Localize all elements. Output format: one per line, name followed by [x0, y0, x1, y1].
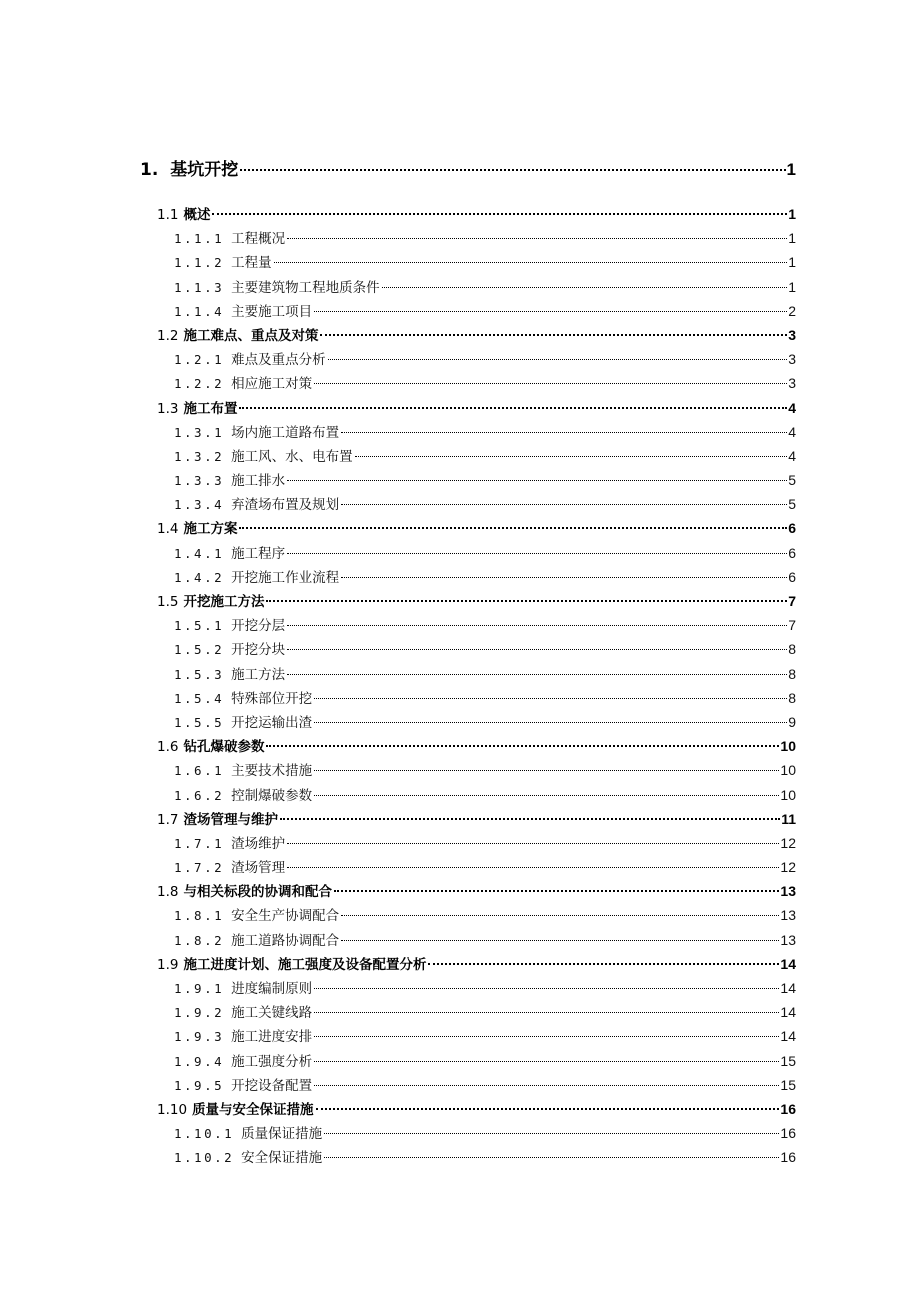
dot-leader [428, 963, 779, 965]
toc-entry-number: 1.1.4 [174, 303, 225, 319]
toc-entry-number: 1.4.1 [174, 545, 225, 561]
toc-entry-level-3[interactable] [0, 711, 920, 735]
dot-leader [341, 504, 787, 505]
table-of-contents [0, 155, 920, 1171]
toc-entry-level-3[interactable] [0, 493, 920, 517]
toc-entry-title: 开挖施工方法 [183, 594, 265, 610]
toc-entry-level-3[interactable] [0, 300, 920, 324]
dot-leader [324, 1133, 779, 1134]
toc-entry-level-3[interactable] [0, 469, 920, 493]
toc-entry-title: 弃渣场布置及规划 [231, 497, 340, 514]
toc-entry-title: 施工关键线路 [231, 1005, 313, 1022]
toc-entry-page-number: 13 [780, 907, 796, 924]
toc-entry-page-number: 9 [788, 713, 796, 730]
toc-entry-number: 1.5 [157, 594, 179, 610]
toc-entry-page-number: 8 [788, 641, 796, 658]
dot-leader [287, 649, 787, 650]
toc-entry-number: 1.6.2 [174, 787, 225, 803]
toc-entry-title: 概述 [183, 207, 211, 223]
toc-entry-number: 1.9.3 [174, 1029, 225, 1045]
toc-entry-page-number: 1 [788, 278, 796, 295]
toc-entry-page-number: 1 [786, 160, 796, 179]
dot-leader [314, 795, 779, 796]
dot-leader [266, 600, 787, 602]
toc-entry-number: 1.8 [157, 884, 179, 901]
toc-entry-number: 1.9.1 [174, 981, 225, 996]
toc-entry-page-number: 4 [788, 447, 796, 464]
toc-entry-title: 施工强度分析 [231, 1053, 313, 1070]
toc-entry-number: 1.4 [157, 521, 179, 538]
toc-entry-level-2[interactable] [0, 203, 920, 227]
toc-entry-page-number: 16 [780, 1149, 796, 1166]
toc-entry-level-2[interactable] [0, 324, 920, 348]
toc-entry-number: 1.9 [157, 956, 179, 973]
toc-entry-level-3[interactable] [0, 251, 920, 275]
toc-entry-level-3[interactable] [0, 663, 920, 687]
toc-entry-page-number: 10 [780, 762, 796, 779]
toc-entry-level-3[interactable] [0, 638, 920, 662]
dot-leader [240, 169, 785, 171]
toc-entry-title: 施工方案 [183, 521, 238, 538]
toc-entry-number: 1.2.1 [174, 352, 225, 368]
dot-leader [239, 527, 787, 529]
toc-entry-level-3[interactable] [0, 904, 920, 928]
toc-entry-page-number: 13 [780, 883, 796, 900]
toc-entry-title: 钻孔爆破参数 [183, 739, 265, 756]
toc-entry-title: 施工道路协调配合 [231, 932, 340, 949]
dot-leader [320, 334, 787, 336]
toc-entry-page-number: 3 [788, 326, 796, 343]
dot-leader [341, 432, 787, 433]
dot-leader [280, 818, 780, 820]
toc-entry-title: 工程概况 [231, 231, 286, 248]
dot-leader [314, 1061, 779, 1062]
dot-leader [355, 456, 788, 457]
toc-entry-title: 开挖分层 [231, 618, 286, 635]
toc-entry-number: 1.6.1 [174, 763, 225, 779]
toc-entry-level-2[interactable] [0, 1098, 920, 1122]
toc-entry-level-3[interactable] [0, 421, 920, 445]
dot-leader [274, 262, 788, 263]
toc-entry-page-number: 4 [788, 423, 796, 440]
dot-leader [314, 698, 787, 699]
toc-entry-number: 1.1 [157, 207, 179, 223]
toc-entry-number: 1.5.3 [174, 666, 225, 682]
toc-entry-number: 1.8.2 [174, 932, 225, 948]
toc-entry-page-number: 15 [780, 1076, 796, 1093]
dot-leader [287, 238, 787, 239]
dot-leader [287, 867, 779, 868]
toc-entry-title: 安全保证措施 [241, 1150, 323, 1167]
toc-entry-level-3[interactable] [0, 687, 920, 711]
dot-leader [287, 553, 787, 554]
toc-entry-title: 质量保证措施 [241, 1126, 323, 1143]
toc-entry-level-2[interactable] [0, 590, 920, 614]
toc-entry-page-number: 1 [788, 230, 796, 247]
toc-entry-title: 渣场维护 [231, 835, 286, 852]
toc-entry-level-2[interactable] [0, 808, 920, 832]
toc-entry-title: 施工布置 [183, 400, 238, 417]
toc-entry-level-3[interactable] [0, 276, 920, 300]
toc-entry-level-3[interactable] [0, 445, 920, 469]
toc-entry-page-number: 14 [780, 1028, 796, 1045]
toc-entry-title: 渣场管理 [231, 860, 286, 877]
dot-leader [266, 745, 779, 747]
toc-entry-title: 渣场管理与维护 [183, 811, 278, 828]
toc-entry-number: 1.3.4 [174, 497, 225, 513]
toc-entry-number: 1. [140, 160, 159, 180]
toc-entry-level-3[interactable] [0, 784, 920, 808]
toc-entry-title: 施工风、水、电布置 [231, 448, 353, 465]
toc-entry-title: 开挖设备配置 [231, 1077, 313, 1094]
toc-entry-page-number: 7 [788, 617, 796, 634]
dot-leader [287, 843, 779, 844]
toc-entry-title: 基坑开挖 [170, 160, 239, 180]
toc-entry-page-number: 3 [788, 351, 796, 368]
toc-entry-level-3[interactable] [0, 372, 920, 396]
toc-entry-number: 1.7 [157, 811, 179, 828]
toc-entry-level-3[interactable] [0, 227, 920, 251]
toc-entry-number: 1.1.1 [174, 231, 225, 247]
dot-leader [212, 213, 787, 215]
toc-entry-title: 施工排水 [231, 473, 286, 490]
dot-leader [239, 407, 787, 409]
toc-entry-page-number: 14 [780, 980, 796, 996]
toc-entry-title: 施工程序 [231, 545, 286, 562]
toc-entry-page-number: 10 [780, 738, 796, 755]
toc-entry-title: 主要建筑物工程地质条件 [231, 279, 380, 296]
toc-entry-title: 相应施工对策 [231, 376, 313, 393]
dot-leader [314, 722, 787, 723]
toc-entry-level-1[interactable] [0, 155, 920, 181]
toc-entry-page-number: 6 [788, 520, 796, 537]
dot-leader [314, 770, 779, 771]
toc-entry-level-3[interactable] [0, 856, 920, 880]
toc-entry-page-number: 1 [788, 206, 796, 222]
toc-entry-level-2[interactable] [0, 397, 920, 421]
toc-entry-page-number: 15 [780, 1052, 796, 1069]
toc-entry-page-number: 13 [780, 931, 796, 948]
dot-leader [334, 890, 779, 892]
toc-entry-level-3[interactable] [0, 1050, 920, 1074]
dot-leader [324, 1157, 779, 1158]
toc-entry-number: 1.5.5 [174, 714, 225, 730]
toc-entry-number: 1.5.1 [174, 618, 225, 634]
toc-entry-level-2[interactable] [0, 735, 920, 759]
toc-entry-number: 1.2.2 [174, 376, 225, 392]
toc-entry-level-3[interactable] [0, 348, 920, 372]
dot-leader [314, 383, 787, 384]
toc-entry-level-3[interactable] [0, 566, 920, 590]
toc-entry-number: 1.10 [157, 1101, 188, 1118]
toc-entry-level-2[interactable] [0, 953, 920, 977]
dot-leader [314, 1012, 779, 1013]
dot-leader [287, 674, 787, 675]
toc-entry-page-number: 14 [780, 955, 796, 972]
dot-leader [287, 480, 787, 481]
toc-entry-page-number: 7 [788, 593, 796, 609]
toc-entry-level-3[interactable] [0, 832, 920, 856]
toc-entry-page-number: 2 [788, 302, 796, 319]
toc-entry-number: 1.3.3 [174, 473, 225, 489]
toc-entry-number: 1.9.5 [174, 1077, 225, 1093]
toc-entry-title: 工程量 [231, 255, 272, 272]
toc-entry-level-2[interactable] [0, 517, 920, 541]
toc-entry-page-number: 5 [788, 496, 796, 513]
dot-leader [314, 1036, 779, 1037]
toc-entry-number: 1.5.4 [174, 690, 225, 706]
toc-entry-level-3[interactable] [0, 929, 920, 953]
toc-entry-page-number: 12 [780, 859, 796, 876]
toc-entry-number: 1.1.3 [174, 279, 225, 295]
toc-entry-title: 场内施工道路布置 [231, 424, 340, 441]
toc-entry-title: 进度编制原则 [231, 981, 313, 997]
dot-leader [341, 577, 787, 578]
toc-entry-title: 与相关标段的协调和配合 [183, 884, 332, 901]
toc-entry-number: 1.7.2 [174, 860, 225, 876]
toc-entry-level-3[interactable] [0, 614, 920, 638]
toc-entry-page-number: 16 [780, 1100, 796, 1117]
toc-entry-title: 施工方法 [231, 666, 286, 683]
toc-entry-page-number: 8 [788, 665, 796, 682]
toc-entry-level-3[interactable] [0, 977, 920, 1001]
toc-entry-page-number: 5 [788, 472, 796, 489]
toc-entry-title: 主要施工项目 [231, 303, 313, 320]
toc-entry-number: 1.5.2 [174, 642, 225, 658]
toc-entry-title: 开挖分块 [231, 642, 286, 659]
dot-leader [341, 940, 779, 941]
toc-entry-title: 施工进度安排 [231, 1029, 313, 1046]
toc-entry-number: 1.9.4 [174, 1053, 225, 1069]
toc-entry-level-3[interactable] [0, 1074, 920, 1098]
toc-entry-level-3[interactable] [0, 1122, 920, 1146]
toc-entry-number: 1.3 [157, 400, 179, 417]
toc-entry-number: 1.10.1 [174, 1126, 235, 1142]
toc-entry-title: 特殊部位开挖 [231, 690, 313, 707]
toc-entry-page-number: 3 [788, 375, 796, 392]
toc-entry-level-3[interactable] [0, 759, 920, 783]
toc-entry-page-number: 6 [788, 544, 796, 561]
dot-leader [314, 988, 779, 989]
toc-entry-page-number: 12 [780, 834, 796, 851]
dot-leader [314, 1085, 779, 1086]
dot-leader [382, 287, 788, 288]
dot-leader [316, 1108, 780, 1110]
toc-entry-title: 主要技术措施 [231, 763, 313, 780]
toc-entry-title: 质量与安全保证措施 [192, 1101, 314, 1118]
toc-entry-number: 1.3.1 [174, 424, 225, 440]
toc-entry-number: 1.6 [157, 739, 179, 756]
toc-entry-number: 1.8.1 [174, 908, 225, 924]
toc-entry-title: 控制爆破参数 [231, 787, 313, 804]
toc-entry-page-number: 16 [780, 1125, 796, 1142]
toc-entry-number: 1.3.2 [174, 448, 225, 464]
toc-entry-page-number: 14 [780, 1004, 796, 1021]
toc-entry-page-number: 10 [780, 786, 796, 803]
toc-entry-level-2[interactable] [0, 880, 920, 904]
toc-entry-title: 开挖运输出渣 [231, 714, 313, 731]
toc-entry-number: 1.2 [157, 327, 179, 344]
toc-entry-title: 开挖施工作业流程 [231, 569, 340, 586]
toc-entry-page-number: 8 [788, 689, 796, 706]
toc-entry-number: 1.9.2 [174, 1005, 225, 1021]
toc-entry-page-number: 1 [788, 254, 796, 271]
toc-entry-page-number: 6 [788, 568, 796, 585]
toc-entry-number: 1.1.2 [174, 255, 225, 271]
toc-entry-number: 1.10.2 [174, 1150, 235, 1166]
toc-entry-title: 难点及重点分析 [231, 352, 326, 369]
toc-entry-level-3[interactable] [0, 542, 920, 566]
toc-entry-title: 安全生产协调配合 [231, 908, 340, 925]
toc-entry-number: 1.4.2 [174, 569, 225, 585]
dot-leader [341, 915, 779, 916]
dot-leader [328, 359, 788, 360]
toc-entry-title: 施工进度计划、施工强度及设备配置分析 [183, 956, 427, 973]
dot-leader [287, 625, 787, 626]
dot-leader [314, 311, 787, 312]
toc-entry-level-3[interactable] [0, 1001, 920, 1025]
toc-entry-page-number: 4 [788, 399, 796, 416]
toc-entry-level-3[interactable] [0, 1146, 920, 1170]
toc-entry-number: 1.7.1 [174, 835, 225, 851]
toc-entry-title: 施工难点、重点及对策 [183, 327, 319, 344]
toc-entry-page-number: 11 [781, 810, 796, 827]
toc-entry-level-3[interactable] [0, 1025, 920, 1049]
